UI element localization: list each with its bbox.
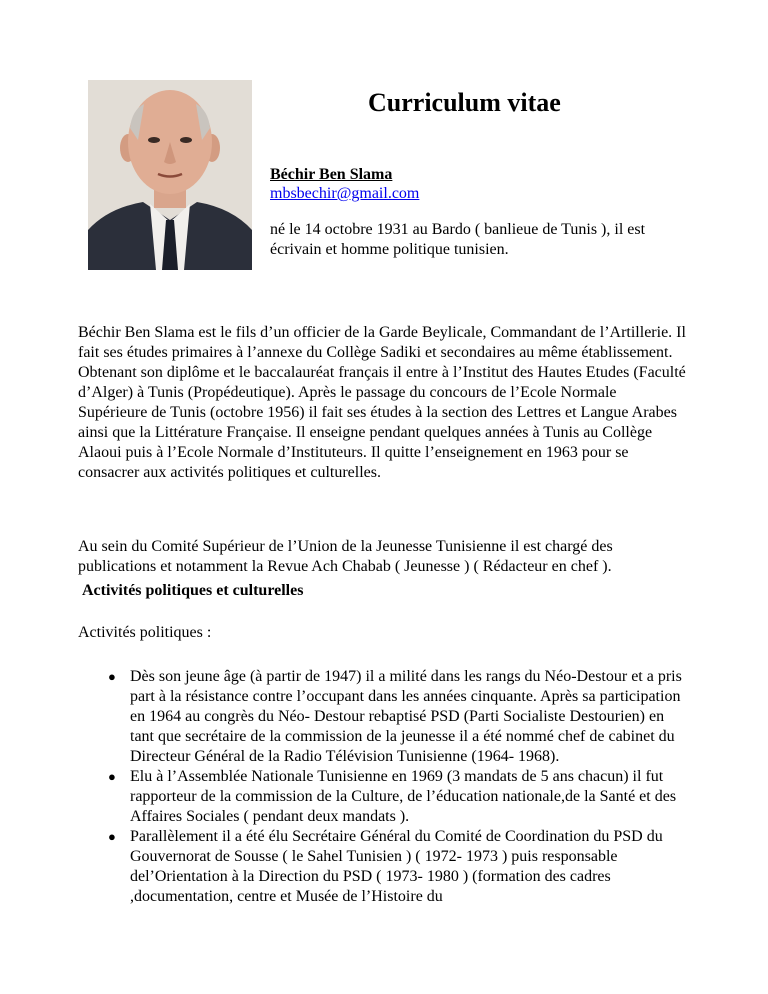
subsection-title: Activités politiques : xyxy=(78,624,212,641)
portrait-illustration xyxy=(88,80,252,270)
list-item-text: Elu à l’Assemblée Nationale Tunisienne en 1969 (3 mandats de 5 ans chacun) il fut rapporteur de la commission de la Culture, de l’éducation nationale,de la Santé et des Affaires Sociales ( pendant deux mandats ). xyxy=(130,768,677,825)
bullet-icon: ● xyxy=(108,669,116,684)
person-name: Béchir Ben Slama xyxy=(270,166,393,183)
page-title: Curriculum vitae xyxy=(368,88,561,117)
political-activities-list xyxy=(108,667,690,907)
list-item-text: Dès son jeune âge (à partir de 1947) il a milité dans les rangs du Néo-Destour et a pris part à la résistance contre l’occupant dans les années cinquante. Après sa participation en 1964 au congrès du Néo- Destour rebaptisé PSD (Parti Socialiste Destourien) en tant que secrétaire de la commission de la jeunesse il a été nommé chef de cabinet du Directeur Général de la Radio Télévision Tunisienne (1964- 1968). xyxy=(130,668,682,765)
bullet-icon: ● xyxy=(108,829,116,844)
intro-text: né le 14 octobre 1931 au Bardo ( banlieue de Tunis ), il est écrivain et homme politique tunisien. xyxy=(270,221,646,258)
section-title: Activités politiques et culturelles xyxy=(82,582,304,599)
youth-union-paragraph: Au sein du Comité Supérieur de l’Union de la Jeunesse Tunisienne il est chargé des publications et notamment la Revue Ach Chabab ( Jeunesse ) ( Rédacteur en chef ). xyxy=(78,538,613,575)
biography-paragraph: Béchir Ben Slama est le fils d’un officier de la Garde Beylicale, Commandant de l’Artillerie. Il fait ses études primaires à l’annexe du Collège Sadiki et secondaires au même établissement. Obtenant son diplôme et le baccalauréat français il entre à l’Institut des Hautes Etudes (Faculté d’Alger) à Tunis (Propédeutique). Après le passage du concours de l’Ecole Normale Supérieure de Tunis (octobre 1956) il fait ses études à la section des Lettres et Langue Arabes ainsi que la Littérature Française. Il enseigne pendant quelques années à Tunis au Collège Alaoui puis à l’Ecole Normale d’Instituteurs. Il quitte l’enseignement en 1963 pour se consacrer aux activités politiques et culturelles. xyxy=(78,324,686,481)
portrait-photo xyxy=(88,80,252,270)
list-item xyxy=(108,767,690,827)
list-item-text: Parallèlement il a été élu Secrétaire Général du Comité de Coordination du PSD du Gouvernorat de Sousse ( le Sahel Tunisien ) ( 1972- 1973 ) puis responsable del’Orientation à la Direction du PSD ( 1973- 1980 ) (formation des cadres ,documentation, centre et Musée de l’Histoire du xyxy=(130,828,663,905)
list-item xyxy=(108,827,690,907)
list-item xyxy=(108,667,690,767)
email-link[interactable]: mbsbechir@gmail.com xyxy=(270,185,420,202)
bullet-icon: ● xyxy=(108,769,116,784)
